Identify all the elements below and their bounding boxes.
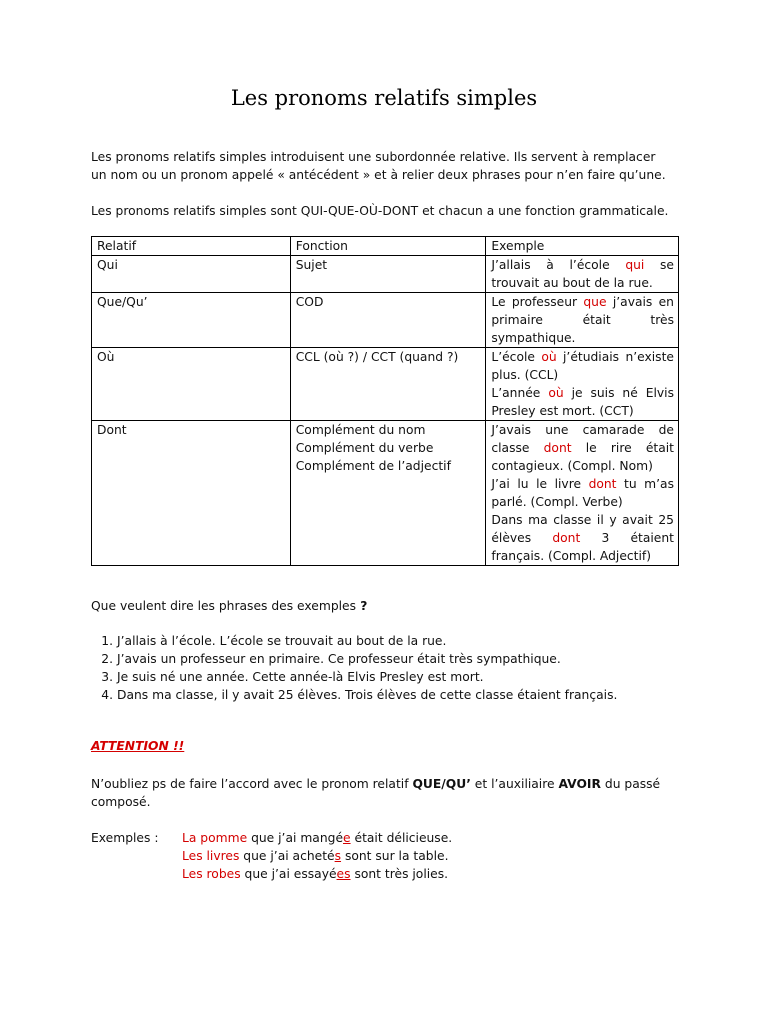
- table-row: [92, 256, 679, 293]
- relative-pronoun: où: [548, 386, 564, 400]
- list-item: [91, 650, 681, 668]
- agreement-text: et l’auxiliaire: [470, 777, 559, 791]
- exemple-text: Le professeur: [491, 295, 584, 309]
- fonction-cell: [290, 293, 486, 348]
- example-text: que j’ai essayé: [240, 867, 337, 881]
- pronouns-table: [91, 236, 679, 566]
- list-text: J’avais un professeur en primaire. Ce professeur était très sympathique.: [117, 652, 561, 666]
- relatif-cell: Qui: [92, 256, 291, 293]
- exemple-sentence: [491, 384, 674, 420]
- exemple-text: J’allais à l’école: [491, 258, 626, 272]
- que-keyword: QUE/QU’: [412, 777, 471, 791]
- example-text: que j’ai acheté: [239, 849, 335, 863]
- table-row: [92, 348, 679, 421]
- relatif-cell: Que/Qu’: [92, 293, 291, 348]
- fonction-line: Complément du nom: [295, 423, 426, 437]
- exemple-cell: [486, 348, 679, 421]
- relative-pronoun: dont: [543, 441, 572, 455]
- antecedent: Les robes: [182, 867, 241, 881]
- fonction-cell: [290, 256, 486, 293]
- list-text: Dans ma classe, il y avait 25 élèves. Trois élèves de cette classe étaient français.: [117, 688, 618, 702]
- agreement-example: [182, 829, 452, 847]
- antecedent: La pomme: [182, 831, 248, 845]
- exemple-text: tu m’as parlé. (Compl. Verbe): [491, 477, 674, 509]
- table-row: [92, 421, 679, 566]
- relative-pronoun: qui: [625, 258, 645, 272]
- list-text: Je suis né une année. Cette année-là Elvis Presley est mort.: [117, 670, 484, 684]
- fonction-line: Sujet: [295, 258, 328, 272]
- question-heading: [91, 597, 681, 615]
- exemple-sentence: [491, 348, 674, 384]
- exemple-text: j’étudiais n’existe plus. (CCL): [491, 350, 674, 382]
- agreement-examples: [182, 829, 452, 883]
- example-text: sont sur la table.: [341, 849, 449, 863]
- example-text: était délicieuse.: [350, 831, 453, 845]
- page-title: Les pronoms relatifs simples: [230, 86, 538, 110]
- example-text: que j’ai mangé: [247, 831, 344, 845]
- table-header-row: [92, 237, 679, 256]
- fonction-cell: [290, 421, 486, 566]
- list-item: [91, 632, 681, 650]
- table-header-cell: Fonction: [290, 237, 486, 256]
- exemple-text: J’ai lu le livre: [491, 477, 589, 491]
- exemple-text: L’école: [491, 350, 542, 364]
- table-header-cell: Relatif: [92, 237, 291, 256]
- exemple-cell: [486, 256, 679, 293]
- question-text: Que veulent dire les phrases des exemples: [91, 599, 357, 613]
- question-mark: ?: [356, 599, 368, 613]
- agreement-ending: es: [336, 867, 351, 881]
- agreement-text: N’oubliez ps de faire l’accord avec le pronom relatif: [91, 777, 413, 791]
- fonction-line: COD: [295, 295, 324, 309]
- relatif-cell: Où: [92, 348, 291, 421]
- decomposed-examples-list: [91, 632, 681, 704]
- list-number: 3.: [101, 670, 113, 684]
- table-header-cell: Exemple: [486, 237, 679, 256]
- relative-pronoun: dont: [552, 531, 581, 545]
- example-text: sont très jolies.: [350, 867, 449, 881]
- exemple-sentence: [491, 475, 674, 511]
- agreement-example: [182, 865, 452, 883]
- pronouns-sentence: Les pronoms relatifs simples sont QUI-QUE-OÙ-DONT et chacun a une fonction grammaticale.: [91, 204, 669, 218]
- exemple-text: le rire était contagieux. (Compl. Nom): [491, 441, 674, 473]
- table-row: [92, 293, 679, 348]
- agreement-line: composé.: [91, 795, 151, 809]
- exemples-label: Exemples :: [91, 831, 159, 845]
- agreement-text: du passé: [600, 777, 661, 791]
- exemple-text: j’avais en primaire était très sympathique.: [491, 295, 674, 345]
- exemple-sentence: [491, 421, 674, 475]
- exemple-text: 3 étaient français. (Compl. Adjectif): [491, 531, 674, 563]
- exemple-text: se trouvait au bout de la rue.: [491, 258, 674, 290]
- relative-pronoun: où: [541, 350, 557, 364]
- fonction-line: Complément du verbe: [295, 441, 434, 455]
- list-number: 2.: [101, 652, 113, 666]
- list-item: [91, 686, 681, 704]
- agreement-ending: e: [343, 831, 351, 845]
- exemple-sentence: [491, 293, 674, 347]
- fonction-line: Complément de l’adjectif: [295, 459, 451, 473]
- exemple-cell: [486, 293, 679, 348]
- agreement-ending: s: [334, 849, 342, 863]
- exemple-sentence: [491, 511, 674, 565]
- exemple-text: L’année: [491, 386, 549, 400]
- exemple-sentence: [491, 256, 674, 292]
- list-text: J’allais à l’école. L’école se trouvait au bout de la rue.: [117, 634, 447, 648]
- intro-line: un nom ou un pronom appelé « antécédent » et à relier deux phrases pour n’en faire qu’une.: [91, 168, 666, 182]
- antecedent: Les livres: [182, 849, 240, 863]
- intro-line: Les pronoms relatifs simples introduisent une subordonnée relative. Ils servent à remplacer: [91, 150, 656, 164]
- relative-pronoun: que: [583, 295, 607, 309]
- list-number: 1.: [101, 634, 113, 648]
- attention-heading: ATTENTION !!: [91, 739, 185, 753]
- avoir-keyword: AVOIR: [558, 777, 601, 791]
- fonction-cell: [290, 348, 486, 421]
- agreement-paragraph: [91, 775, 681, 811]
- relative-pronoun: dont: [588, 477, 617, 491]
- exemple-text: Dans ma classe il y avait 25 élèves: [491, 513, 674, 545]
- agreement-line: [91, 775, 681, 793]
- relatif-cell: Dont: [92, 421, 291, 566]
- fonction-line: CCL (où ?) / CCT (quand ?): [295, 350, 459, 364]
- exemple-text: J’avais une camarade de classe: [491, 423, 674, 455]
- exemple-cell: [486, 421, 679, 566]
- exemple-text: je suis né Elvis Presley est mort. (CCT): [491, 386, 674, 418]
- list-number: 4.: [101, 688, 113, 702]
- list-item: [91, 668, 681, 686]
- intro-paragraph: [91, 148, 681, 184]
- agreement-example: [182, 847, 452, 865]
